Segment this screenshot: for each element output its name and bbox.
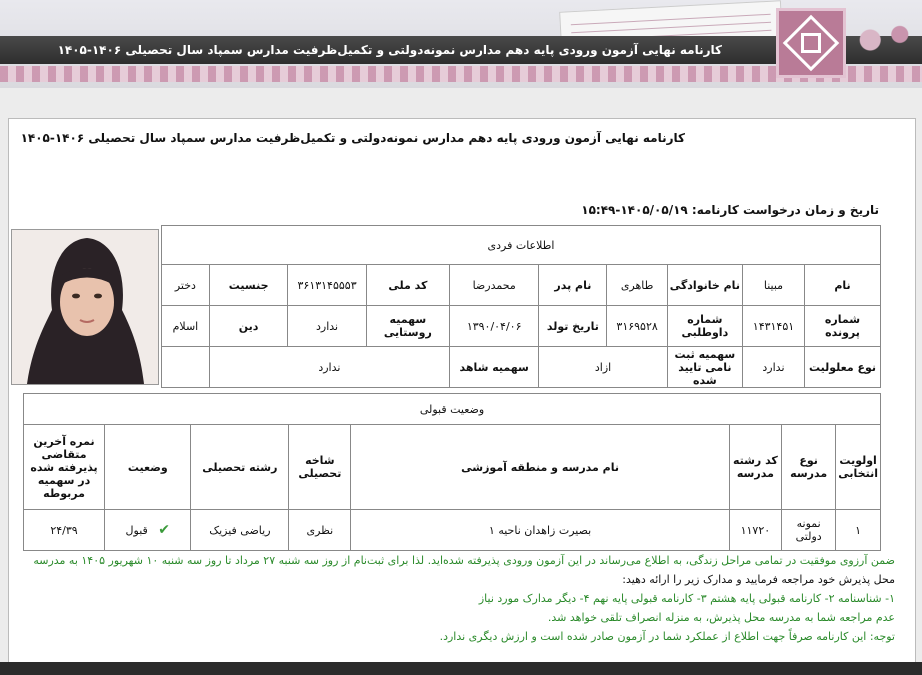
value-first-name: مبینا [742, 265, 804, 306]
value-father-name: محمدرضا [449, 265, 538, 306]
personal-row-3 [162, 347, 881, 388]
value-birth-date: ۱۳۹۰/۰۴/۰۶ [449, 306, 538, 347]
personal-info-title: اطلاعات فردی [162, 226, 881, 265]
header-last-score: نمره آخرین متقاضی پذیرفته شده در سهمیه مربوطه [24, 425, 105, 510]
personal-row-1 [162, 265, 881, 306]
ornament-icon [848, 12, 922, 68]
value-school-name: بصیرت زاهدان ناحیه ۱ [351, 510, 729, 551]
label-last-name: نام خانوادگی [667, 265, 742, 306]
note-line-3: ۱- شناسنامه ۲- کارنامه قبولی پایه هشتم ۳- کارنامه قبولی پایه نهم ۴- دیگر مدارک مورد نیاز [478, 592, 895, 605]
header-banner [0, 0, 922, 88]
banner-title: کارنامه نهایی آزمون ورودی پایه دهم مدارس نمونه‌دولتی و تکمیل‌ظرفیت مدارس سمپاد سال تحصیلی ۱۴۰۶-۱۴۰۵ [57, 43, 722, 57]
card-title: کارنامه نهایی آزمون ورودی پایه دهم مدارس نمونه‌دولتی و تکمیل‌ظرفیت مدارس سمپاد سال تحصیلی ۱۴۰۶-۱۴۰۵ [20, 131, 685, 145]
label-approved-quota: سهمیه ثبت نامی تایید شده [667, 347, 742, 388]
value-candidate-number: ۳۱۶۹۵۲۸ [607, 306, 667, 347]
value-shahed-quota: ندارد [209, 347, 449, 388]
admission-table [23, 393, 881, 551]
label-national-id: کد ملی [366, 265, 449, 306]
label-first-name: نام [804, 265, 880, 306]
header-priority: اولویت انتخابی [836, 425, 881, 510]
value-file-number: ۱۴۳۱۴۵۱ [742, 306, 804, 347]
check-icon: ✔ [158, 522, 171, 538]
value-major: ریاضی فیزیک [191, 510, 289, 551]
note-line-4: عدم مراجعه شما به مدرسه محل پذیرش، به منزله انصراف تلقی خواهد شد. [547, 611, 895, 624]
header-branch: شاخه تحصیلی [289, 425, 351, 510]
header-school-type: نوع مدرسه [782, 425, 836, 510]
student-photo [11, 229, 159, 385]
note-line-2: محل پذیرش خود مراجعه فرمایید و مدارک زیر را ارائه دهید: [622, 573, 895, 586]
person-photo-icon [12, 230, 158, 384]
value-field-code: ۱۱۷۲۰ [729, 510, 781, 551]
value-approved-quota: ازاد [539, 347, 667, 388]
note-line-5: توجه: این کارنامه صرفاً جهت اطلاع از عملکرد شما در آزمون صادر شده است و ارزش دیگری ندارد. [439, 630, 895, 643]
value-gender: دختر [162, 265, 210, 306]
request-datetime: تاریخ و زمان درخواست کارنامه: ۱۴۰۵/۰۵/۱۹-۱۵:۴۹ [581, 203, 879, 217]
value-last-score: ۲۴/۳۹ [24, 510, 105, 551]
header-status: وضعیت [105, 425, 191, 510]
notes [35, 551, 895, 646]
status-cell [105, 510, 191, 551]
label-father-name: نام پدر [539, 265, 607, 306]
header-field-code: کد رشته مدرسه [729, 425, 781, 510]
label-candidate-number: شماره داوطلبی [667, 306, 742, 347]
label-gender: جنسیت [209, 265, 288, 306]
value-religion: اسلام [162, 306, 210, 347]
report-card [8, 118, 916, 662]
value-priority: ۱ [836, 510, 881, 551]
label-religion: دین [209, 306, 288, 347]
personal-info-table [161, 225, 881, 388]
admission-header-row [24, 425, 881, 510]
value-rural-quota: ندارد [288, 306, 366, 347]
value-disability: ندارد [742, 347, 804, 388]
personal-row-2 [162, 306, 881, 347]
logo-icon [776, 8, 846, 78]
label-disability: نوع معلولیت [804, 347, 880, 388]
value-branch: نظری [289, 510, 351, 551]
label-file-number: شماره پرونده [804, 306, 880, 347]
bottom-bar [0, 662, 922, 675]
label-shahed-quota: سهمیه شاهد [449, 347, 538, 388]
admission-title: وضعیت قبولی [24, 394, 881, 425]
label-rural-quota: سهمیه روستایی [366, 306, 449, 347]
label-birth-date: تاریخ تولد [539, 306, 607, 347]
empty-cell [162, 347, 210, 388]
value-school-type: نمونه دولتی [782, 510, 836, 551]
note-line-1: ضمن آرزوی موفقیت در تمامی مراحل زندگی، به اطلاع می‌رساند در این آزمون ورودی پذیرفته شده‌اید. لذا برای ثبت‌نام از روز سه شنبه ۲۷ مرداد تا روز سه شنبه ۱۰ شهریور ۱۴۰۵ به مدرسه [33, 554, 895, 567]
value-last-name: طاهری [607, 265, 667, 306]
admission-row [24, 510, 881, 551]
header-school-name: نام مدرسه و منطقه آموزشی [351, 425, 729, 510]
value-national-id: ۳۶۱۳۱۴۵۵۵۳ [288, 265, 366, 306]
header-major: رشته تحصیلی [191, 425, 289, 510]
value-status: قبول [125, 524, 148, 537]
